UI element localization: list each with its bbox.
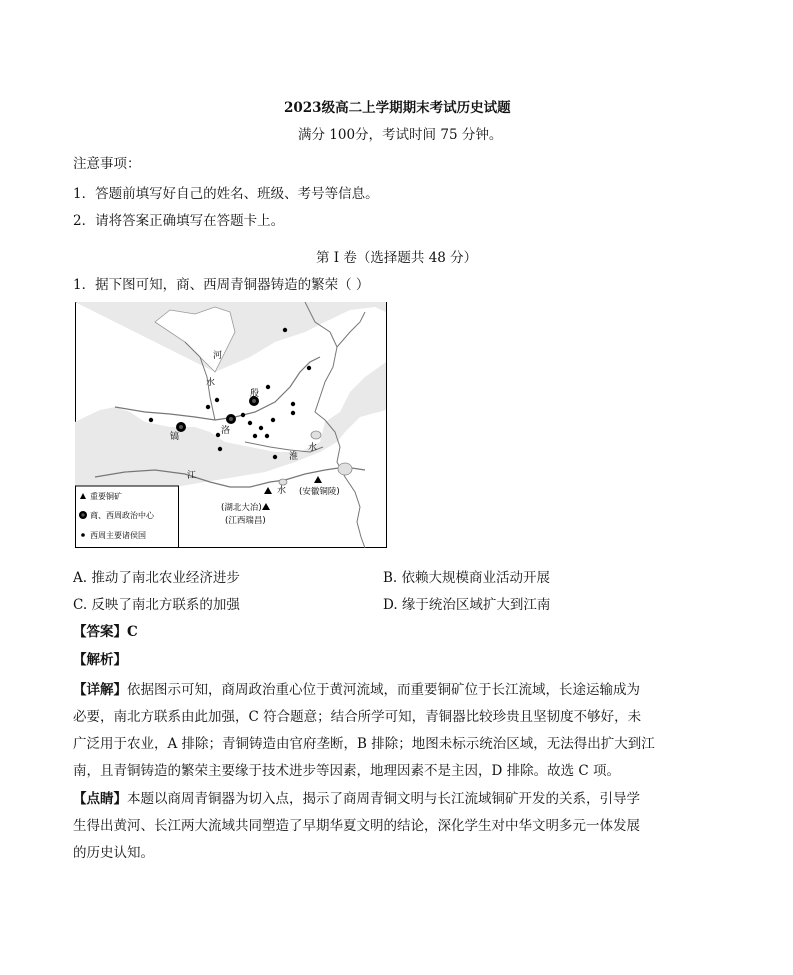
state-dot [273,455,277,459]
state-dot [215,398,219,402]
label-shui2: 水 [308,443,318,453]
notice-item: 1．答题前填写好自己的姓名、班级、考号等信息。 [73,186,379,202]
state-dot [265,434,269,438]
comment-label: 【点睛】 [73,791,127,807]
label-shui3: 水 [277,486,287,496]
legend-copper: 重要铜矿 [90,492,122,501]
bronze-map [75,302,387,548]
label-hubei: (湖北大冶) [221,503,262,513]
legend-state: 西周主要诸侯国 [90,531,146,540]
section-title: 第 I 卷（选择题共 48 分） [316,250,478,266]
label-yin: 殷 [250,389,260,399]
state-dot [216,433,220,437]
detail-line: 广泛用于农业，A 排除；青铜铸造由官府垄断，B 排除；地图未标示统治区域，无法得出扩大到江 [73,736,655,752]
state-dot [241,413,245,417]
notice-heading: 注意事项： [73,156,141,172]
state-dot [307,366,311,370]
label-anhui: (安徽铜陵) [299,487,340,497]
legend-capital: 商、西周政治中心 [90,511,154,520]
detail-line [73,678,640,698]
detail-text: 依据图示可知，商周政治重心位于黄河流域，而重要铜矿位于长江流域，长途运输成为 [127,682,640,698]
map-legend [76,486,179,548]
detail-line: 南，且青铜铸造的繁荣主要缘于技术进步等因素，地理因素不是主因，D 排除。故选 C 项。 [73,763,621,779]
question-stem: 1．据下图可知，商、西周青铜器铸造的繁荣（ ） [73,277,370,293]
state-dot [206,405,210,409]
state-dot [291,411,295,415]
state-dot [253,434,257,438]
state-dot [259,426,263,430]
analysis-label: 【解析】 [73,652,127,668]
label-hao: 镐 [170,432,180,442]
label-luo: 洛 [221,426,231,436]
comment-line [73,787,640,807]
comment-line: 的历史认知。 [73,845,154,861]
label-shui1: 水 [206,378,216,388]
detail-label: 【详解】 [73,682,127,698]
state-dot [291,402,295,406]
label-jiangxi: (江西瑞昌) [225,516,266,526]
comment-line: 生得出黄河、长江两大流域共同塑造了早期华夏文明的结论，深化学生对中华文明多元一体发展 [73,818,640,834]
option-a: A. 推动了南北农业经济进步 [73,570,240,586]
state-dot [266,385,270,389]
answer-label: 【答案】 [73,624,127,640]
detail-line: 必要，南北方联系由此加强，C 符合题意；结合所学可知，青铜器比较珍贵且坚韧度不够好，未 [73,709,642,725]
label-huai: 淮 [289,452,299,462]
option-c: C. 反映了南北方联系的加强 [73,597,240,613]
answer-value: C [127,624,138,640]
answer-line [73,620,138,640]
exam-info: 满分 100分，考试时间 75 分钟。 [298,127,503,143]
label-jiang: 江 [187,471,197,481]
option-d: D. 缘于统治区域扩大到江南 [383,597,551,613]
state-dot [283,328,287,332]
page-title: 2023级高二上学期期末考试历史试题 [284,100,511,116]
state-dot [248,421,252,425]
notice-item: 2．请将答案正确填写在答题卡上。 [73,213,285,229]
label-he: 河 [213,351,223,361]
comment-text: 本题以商周青铜器为切入点，揭示了商周青铜文明与长江流域铜矿开发的关系，引导学 [127,791,640,807]
state-dot [271,418,275,422]
state-dot [149,418,153,422]
state-dot [218,447,222,451]
option-b: B. 依赖大规模商业活动开展 [383,570,551,586]
